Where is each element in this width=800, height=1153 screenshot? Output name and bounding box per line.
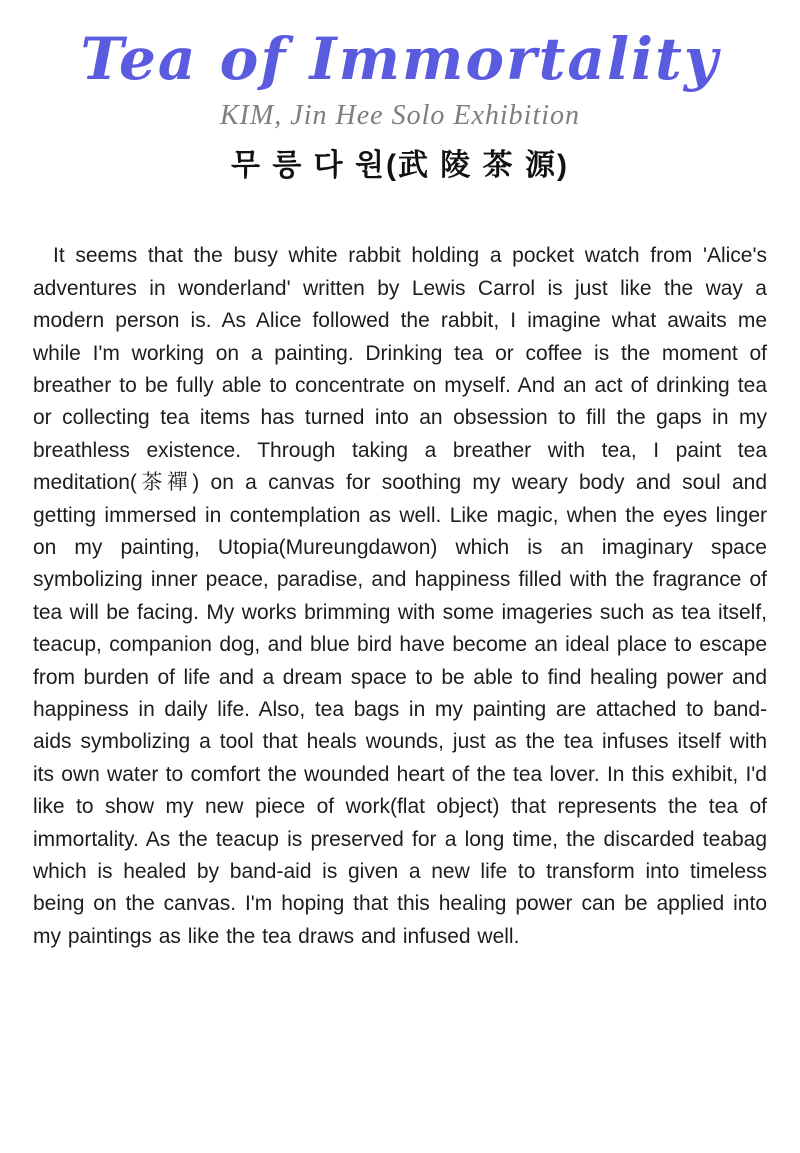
exhibition-subtitle: KIM, Jin Hee Solo Exhibition	[219, 99, 581, 131]
page-title: Tea of Immortality	[80, 25, 720, 93]
artist-statement: It seems that the busy white rabbit holding a pocket watch from 'Alice's adventures in wonderland' written by Lewis Carrol is just like the way a modern person is. As Alice followed the rabbit, I imagine what awaits me while I'm working on a painting. Drinking tea or coffee is the moment of breather to be fully able to concentrate on myself. And an act of drinking tea or collecting tea items has turned into an obsession to fill the gaps in my breathless existence. Through taking a breather with tea, I paint tea meditation(茶禪) on a canvas for soothing my weary body and soul and getting immersed in contemplation as well. Like magic, when the eyes linger on my painting, Utopia(Mureungdawon) which is an imaginary space symbolizing inner peace, paradise, and happiness filled with the fragrance of tea will be facing. My works brimming with some imageries such as tea itself, teacup, companion dog, and blue bird have become an ideal place to escape from burden of life and a dream space to be able to find healing power and happiness in daily life. Also, tea bags in my painting are attached to band-aids symbolizing a tool that heals wounds, just as the tea infuses itself with its own water to comfort the wounded heart of the tea lover. In this exhibit, I'd like to show my new piece of work(flat object) that represents the tea of immortality. As the teacup is preserved for a long time, the discarded teabag which is healed by band-aid is given a new life to transform into timeless being on the canvas. I'm hoping that this healing power can be applied into my paintings as like the tea draws and infused well.	[33, 244, 767, 948]
korean-title: 무 릉 다 원(武 陵 茶 源)	[231, 149, 569, 183]
